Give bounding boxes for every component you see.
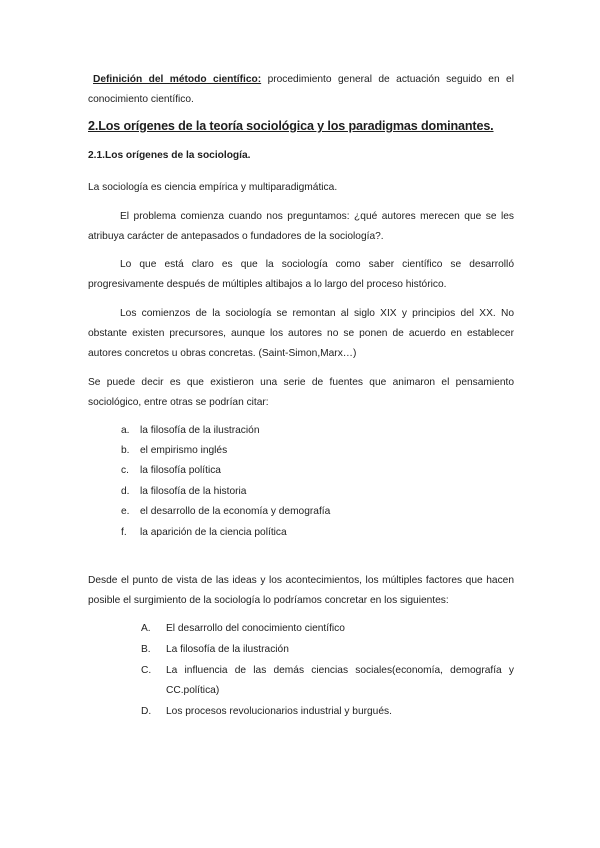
list-marker: C. (141, 665, 152, 676)
definition-term: Definición del método científico: (93, 74, 262, 85)
list-item-text: Los procesos revolucionarios industrial y burgués. (166, 706, 392, 717)
paragraph-2: El problema comienza cuando nos preguntamos: ¿qué autores merecen que se les atribuya carácter de antepasados o fundadores de la sociología?. (88, 211, 514, 242)
list-item-text: la filosofía de la ilustración (140, 425, 260, 436)
definition-paragraph (88, 70, 514, 110)
list-item (141, 702, 514, 722)
list-item-text: La influencia de las demás ciencias sociales(economía, demografía y CC.política) (166, 665, 514, 696)
list-item-text: el empirismo inglés (140, 445, 228, 456)
list-item-text: la aparición de la ciencia política (140, 527, 287, 538)
paragraph-4: Los comienzos de la sociología se remontan al siglo XIX y principios del XX. No obstante existen precursores, aunque los autores no se ponen de acuerdo en establecer autores concretos u obras concretas. (Saint-Simon,Marx…) (88, 308, 514, 359)
paragraph-3: Lo que está claro es que la sociología como saber científico se desarrolló progresivamente después de múltiples altibajos a lo largo del proceso histórico. (88, 259, 514, 290)
list-marker: d. (121, 486, 130, 497)
paragraph-6: Desde el punto de vista de las ideas y los acontecimientos, los múltiples factores que hacen posible el surgimiento de la sociología lo podríamos concretar en los siguientes: (88, 575, 514, 606)
paragraph-5: Se puede decir es que existieron una serie de fuentes que animaron el pensamiento sociológico, entre otras se podrían citar: (88, 377, 514, 408)
paragraph-1: La sociología es ciencia empírica y multiparadigmática. (88, 182, 338, 193)
list-marker: A. (141, 623, 151, 634)
list-item-text: la filosofía política (140, 465, 221, 476)
list-item (141, 661, 514, 701)
list-marker: b. (121, 445, 130, 456)
list-item (141, 640, 514, 660)
definition-text: procedimiento general de actuación seguido en el conocimiento científico. (88, 74, 514, 105)
list-marker: f. (121, 527, 127, 538)
list-item-text: El desarrollo del conocimiento científico (166, 623, 345, 634)
list-item (141, 619, 514, 639)
list-item-text: la filosofía de la historia (140, 486, 247, 497)
list-marker: e. (121, 506, 130, 517)
list-marker: c. (121, 465, 129, 476)
list-marker: B. (141, 644, 151, 655)
list-marker: a. (121, 425, 130, 436)
list-item-text: La filosofía de la ilustración (166, 644, 289, 655)
list-item-text: el desarrollo de la economía y demografía (140, 506, 331, 517)
list-marker: D. (141, 706, 152, 717)
section-heading: 2.Los orígenes de la teoría sociológica y los paradigmas dominantes. (88, 119, 494, 133)
subsection-heading: 2.1.Los orígenes de la sociología. (88, 150, 251, 161)
